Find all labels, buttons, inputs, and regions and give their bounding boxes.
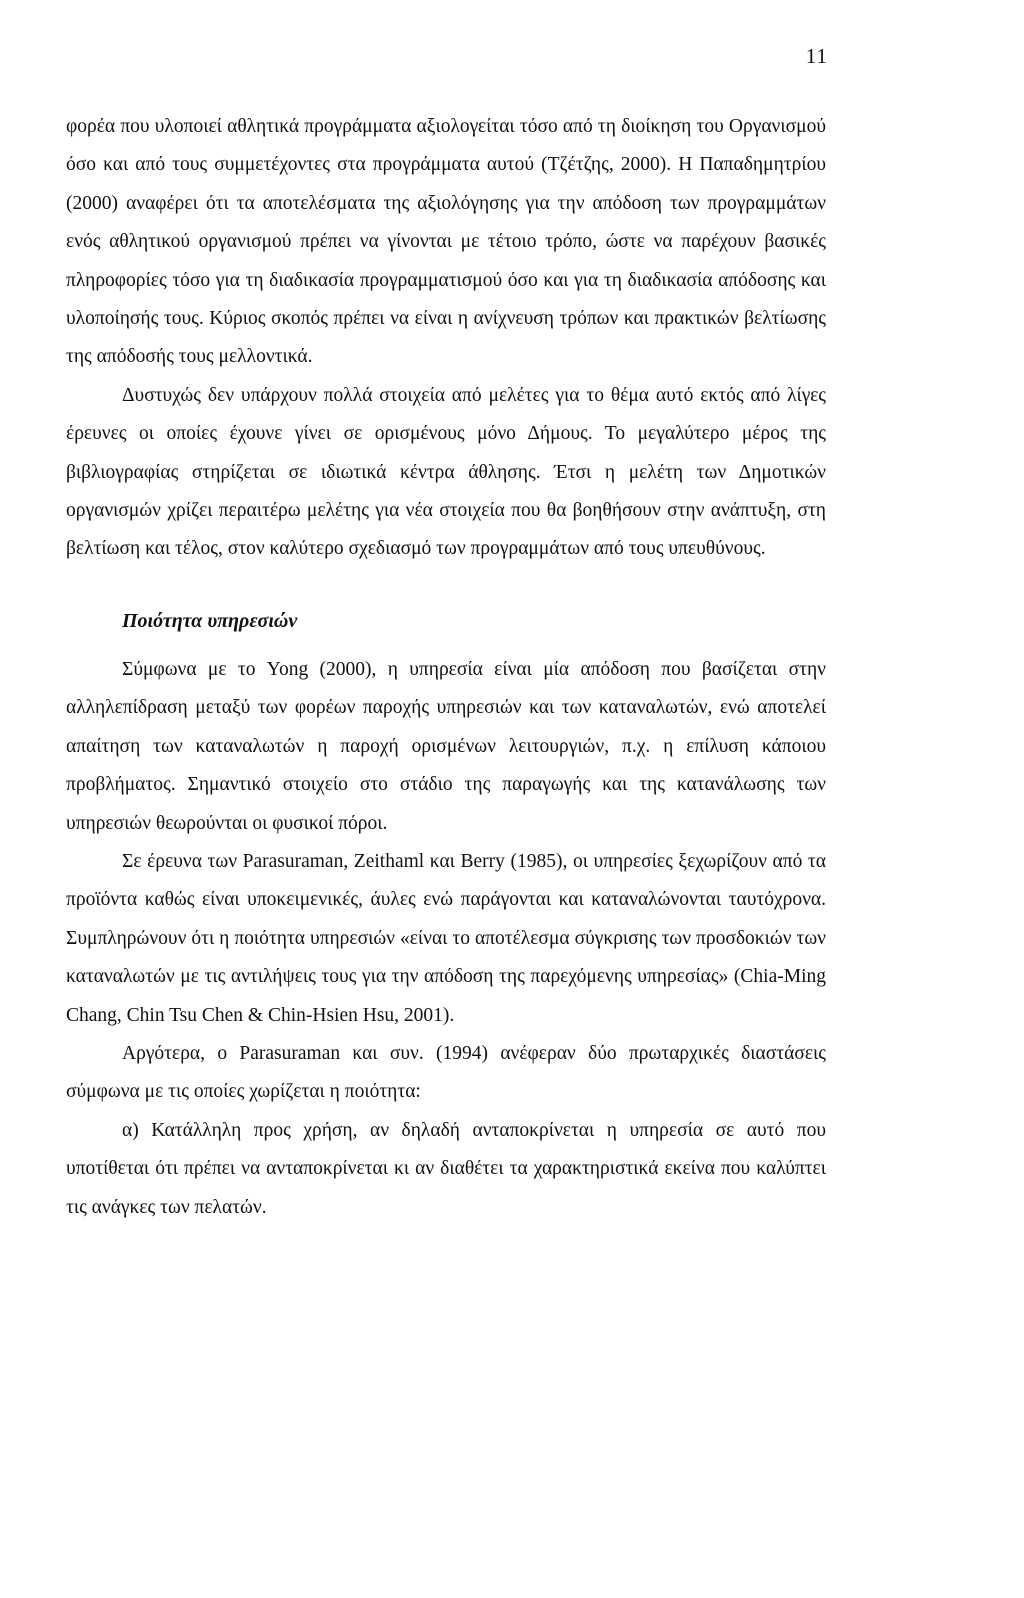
document-body: [66, 108, 826, 1227]
section-paragraph-4: α) Κατάλληλη προς χρήση, αν δηλαδή ανταποκρίνεται η υπηρεσία σε αυτό που υποτίθεται ότι πρέπει να ανταποκρίνεται κι αν διαθέτει τα χαρακτηριστικά εκείνα που καλύπτει τις ανάγκες των πελατών.: [66, 1119, 826, 1218]
page-number: 11: [805, 44, 828, 68]
section-paragraph-3: Αργότερα, ο Parasuraman και συν. (1994) ανέφεραν δύο πρωταρχικές διαστάσεις σύμφωνα με τις οποίες χωρίζεται η ποιότητα:: [66, 1042, 826, 1103]
paragraph-1: φορέα που υλοποιεί αθλητικά προγράμματα αξιολογείται τόσο από τη διοίκηση του Οργανισμού όσο και από τους συμμετέχοντες στα προγράμματα αυτού (Τζέτζης, 2000). Η Παπαδημητρίου (2000) αναφέρει ότι τα αποτελέσματα της αξιολόγησης για την απόδοση των προγραμμάτων ενός αθλητικού οργανισμού πρέπει να γίνονται με τέτοιο τρόπο, ώστε να παρέχουν βασικές πληροφορίες τόσο για τη διαδικασία προγραμματισμού όσο και για τη διαδικασία απόδοσης και υλοποίησής τους. Κύριος σκοπός πρέπει να είναι η ανίχνευση τρόπων και πρακτικών βελτίωσης της απόδοσής τους μελλοντικά.: [66, 116, 826, 368]
section-heading: Ποιότητα υπηρεσιών: [122, 609, 298, 632]
paragraph-2: Δυστυχώς δεν υπάρχουν πολλά στοιχεία από μελέτες για το θέμα αυτό εκτός από λίγες έρευνες οι οποίες έχουνε γίνει σε ορισμένους μόνο Δήμους. Το μεγαλύτερο μέρος της βιβλιογραφίας στηρίζεται σε ιδιωτικά κέντρα άθλησης. Έτσι η μελέτη των Δημοτικών οργανισμών χρίζει περαιτέρω μελέτης για νέα στοιχεία που θα βοηθήσουν στην ανάπτυξη, στη βελτίωση και τέλος, στον καλύτερο σχεδιασμό των προγραμμάτων από τους υπευθύνους.: [66, 384, 826, 560]
section-paragraph-1: Σύμφωνα με το Yong (2000), η υπηρεσία είναι μία απόδοση που βασίζεται στην αλληλεπίδραση μεταξύ των φορέων παροχής υπηρεσιών και των καταναλωτών, ενώ αποτελεί απαίτηση των καταναλωτών η παροχή ορισμένων λειτουργιών, π.χ. η επίλυση κάποιου προβλήματος. Σημαντικό στοιχείο στο στάδιο της παραγωγής και της κατανάλωσης των υπηρεσιών θεωρούνται οι φυσικοί πόροι.: [66, 658, 826, 834]
section-paragraph-2: Σε έρευνα των Parasuraman, Zeithaml και Berry (1985), οι υπηρεσίες ξεχωρίζουν από τα προϊόντα καθώς είναι υποκειμενικές, άυλες ενώ παράγονται και καταναλώνονται ταυτόχρονα. Συμπληρώνουν ότι η ποιότητα υπηρεσιών «είναι το αποτέλεσμα σύγκρισης των προσδοκιών των καταναλωτών με τις αντιλήψεις τους για την απόδοση της παρεχόμενης υπηρεσίας» (Chia-Ming Chang, Chin Tsu Chen & Chin-Hsien Hsu, 2001).: [66, 850, 826, 1026]
